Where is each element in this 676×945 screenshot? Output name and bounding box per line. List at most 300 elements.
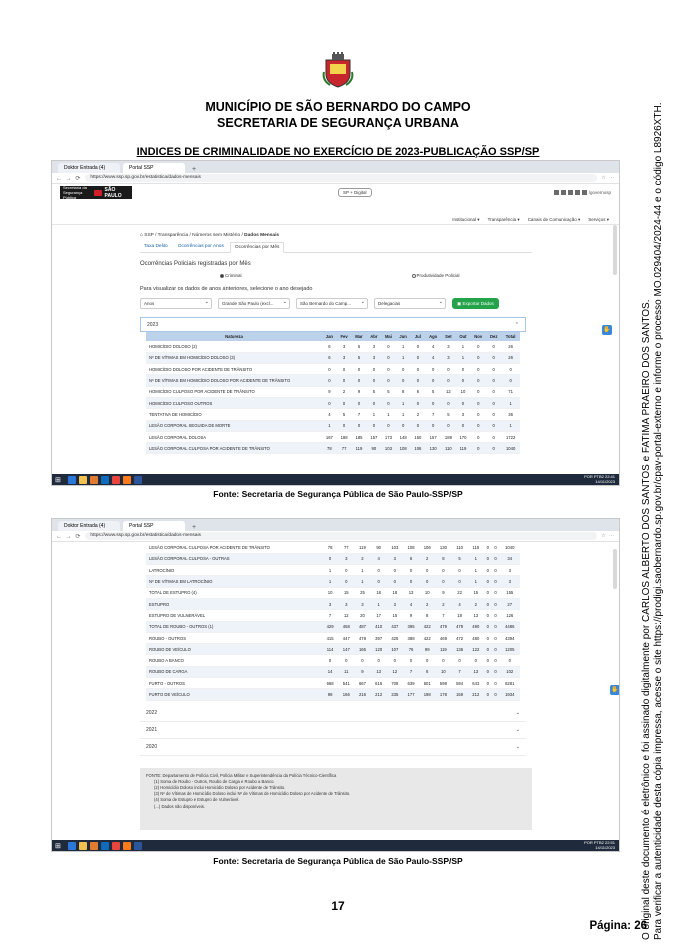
table-cell: 422: [419, 632, 435, 643]
row-label: LESÃO CORPORAL CULPOSA POR ACIDENTE DE TRÂNSITO: [146, 542, 322, 553]
row-label: TENTATIVA DE HOMICÍDIO: [146, 409, 322, 420]
outlook-icon[interactable]: [101, 476, 109, 484]
folder-icon[interactable]: [79, 476, 87, 484]
browser-toolbar-icons[interactable]: ☆ ⋯: [601, 175, 615, 181]
table-cell: 0: [486, 341, 501, 352]
table-cell: 10: [322, 587, 338, 598]
taskbar-time: 22:41: [604, 474, 615, 479]
table-cell: 667: [354, 678, 370, 689]
table-cell: 0: [419, 576, 435, 587]
social-icon[interactable]: [561, 190, 566, 195]
table-cell: 0: [452, 655, 468, 666]
table-cell: 235: [387, 689, 403, 700]
column-header-month: Abr: [367, 332, 382, 341]
table-cell: 1: [456, 341, 471, 352]
table-cell: 147: [338, 644, 354, 655]
year-accordion-2022[interactable]: [140, 705, 526, 722]
url-field[interactable]: https://www.ssp.sp.gov.br/estatistica/dados-mensais: [85, 532, 597, 540]
year-accordion-2023[interactable]: [140, 317, 526, 332]
table-cell: 6: [322, 341, 337, 352]
word-icon[interactable]: [134, 476, 142, 484]
table-cell: 18: [452, 610, 468, 621]
table-cell: 0: [411, 364, 425, 375]
table-cell: 0: [441, 364, 455, 375]
table-cell: 0: [435, 565, 451, 576]
figure-caption-2: Fonte: Secretaria de Segurança Pública de São Paulo-SSP/SP: [213, 856, 463, 866]
table-cell: 1: [371, 598, 387, 609]
url-field[interactable]: https://www.ssp.sp.gov.br/estatistica/dados-mensais: [85, 174, 597, 182]
table-cell: 10: [419, 587, 435, 598]
row-label: ESTUPRO DE VULNERÁVEL: [146, 610, 322, 621]
table-cell: 1: [354, 576, 370, 587]
row-label: Nº DE VÍTIMAS EM LATROCÍNIO: [146, 576, 322, 587]
table-cell: 102: [500, 666, 521, 677]
table-cell: 0: [403, 576, 419, 587]
table-cell: 0: [403, 565, 419, 576]
table-cell: 2: [435, 598, 451, 609]
table-cell: 27: [500, 598, 521, 609]
table-cell: 0: [484, 553, 492, 564]
table-cell: 0: [381, 352, 395, 363]
table-cell: 98: [322, 689, 338, 700]
table-cell: 0: [492, 610, 500, 621]
table-cell: 0: [486, 397, 501, 408]
table-cell: 479: [435, 621, 451, 632]
table-cell: 0: [411, 375, 425, 386]
table-cell: 77: [338, 542, 354, 553]
page-content: [52, 542, 532, 830]
table-cell: 5: [337, 409, 352, 420]
table-cell: 1: [396, 397, 411, 408]
table-cell: 0: [492, 565, 500, 576]
social-icon[interactable]: [582, 190, 587, 195]
table-cell: 0: [456, 375, 471, 386]
table-cell: 148: [396, 431, 411, 442]
table-cell: 0: [470, 341, 486, 352]
screenshot-monthly-data-2023: [51, 160, 620, 486]
menu-transparencia[interactable]: Transparência ▾: [487, 216, 520, 222]
table-cell: 22: [452, 587, 468, 598]
table-cell: 130: [425, 443, 441, 454]
screenshot-monthly-data-2023-continued: [51, 518, 620, 852]
table-cell: 7: [425, 409, 441, 420]
table-cell: 1: [396, 341, 411, 352]
column-header-month: Fev: [337, 332, 352, 341]
table-row: [146, 553, 520, 564]
radio-productivity[interactable]: [412, 273, 460, 278]
table-cell: 6: [411, 386, 425, 397]
table-cell: 13: [371, 666, 387, 677]
table-cell: 0: [435, 655, 451, 666]
table-cell: 10: [435, 666, 451, 677]
table-cell: 601: [419, 678, 435, 689]
table-cell: 0: [484, 632, 492, 643]
table-cell: 0: [484, 678, 492, 689]
chevron-down-icon: ⌄: [515, 709, 520, 716]
social-links: [554, 190, 611, 195]
row-label: LESÃO CORPORAL DOLOSA: [146, 431, 322, 442]
logo-flag-icon: [94, 190, 102, 196]
menu-servicos[interactable]: Serviços ▾: [588, 216, 609, 222]
table-cell: 3: [500, 576, 521, 587]
document-title: INDICES DE CRIMINALIDADE NO EXERCÍCIO DE 2023-PUBLICAÇÃO SSP/SP: [136, 146, 540, 158]
table-cell: 0: [351, 364, 366, 375]
table-cell: 150: [411, 431, 425, 442]
tab-taxa-delito[interactable]: Taxa Delito: [144, 244, 168, 249]
authenticity-line1: O original deste documento é eletrônico e foi assinado digitalmente por CARLOS ALBERTO DOS SANTOS e FATIMA PRAEIRO DOS SANTOS.: [641, 299, 652, 940]
edge-icon[interactable]: [68, 476, 76, 484]
row-label: ESTUPRO: [146, 598, 322, 609]
table-cell: 0: [470, 397, 486, 408]
table-cell: 122: [468, 644, 484, 655]
municipality-name: MUNICÍPIO DE SÃO BERNARDO DO CAMPO: [205, 100, 471, 114]
table-cell: 1: [468, 553, 484, 564]
table-cell: 165: [354, 644, 370, 655]
browser-tabbar: [52, 519, 619, 531]
ssp-logo[interactable]: [60, 186, 132, 199]
table-cell: 13: [403, 587, 419, 598]
taskbar-clock[interactable]: [584, 475, 619, 484]
table-cell: 0: [371, 576, 387, 587]
table-cell: 6: [403, 553, 419, 564]
app-icon[interactable]: [90, 476, 98, 484]
home-icon[interactable]: ⌂: [140, 233, 143, 238]
edge-icon[interactable]: [68, 842, 76, 850]
table-cell: 0: [337, 420, 352, 431]
table-cell: 0: [435, 576, 451, 587]
chrome-icon[interactable]: [112, 842, 120, 850]
firefox-icon[interactable]: [123, 476, 131, 484]
table-cell: 4: [322, 409, 337, 420]
select-police-station[interactable]: Delegacias ⌄: [374, 298, 446, 309]
table-cell: 1205: [500, 644, 521, 655]
table-cell: 12: [387, 666, 403, 677]
table-cell: 0: [403, 655, 419, 666]
table-cell: 0: [484, 598, 492, 609]
browser-tab-mail[interactable]: Doktor Entrada (4): [58, 163, 120, 173]
table-cell: 0: [486, 375, 501, 386]
table-cell: 0: [492, 576, 500, 587]
table-cell: 0: [470, 431, 486, 442]
table-cell: 90: [371, 542, 387, 553]
year-label: 2023: [147, 322, 159, 328]
social-handle: /governosp: [588, 190, 611, 195]
column-header-month: Jul: [411, 332, 425, 341]
table-cell: 120: [371, 644, 387, 655]
social-icon[interactable]: [575, 190, 580, 195]
table-cell: 480: [468, 632, 484, 643]
table-cell: 0: [387, 565, 403, 576]
table-cell: 643: [468, 678, 484, 689]
table-cell: 0: [486, 420, 501, 431]
table-cell: 5: [381, 386, 395, 397]
table-cell: 119: [456, 443, 471, 454]
table-cell: 119: [435, 644, 451, 655]
table-cell: 15: [387, 610, 403, 621]
table-row: [146, 352, 520, 363]
excel-icon: ▣: [457, 301, 463, 306]
table-cell: 15: [338, 587, 354, 598]
table-cell: 5: [441, 409, 455, 420]
table-cell: 0: [470, 420, 486, 431]
table-cell: 0: [367, 420, 382, 431]
taskbar-clock[interactable]: [584, 841, 619, 850]
table-row: [146, 644, 520, 655]
table-cell: 7: [322, 610, 338, 621]
table-cell: 177: [403, 689, 419, 700]
table-cell: 0: [411, 352, 425, 363]
sp-digital-button[interactable]: SP + Digital: [338, 188, 372, 197]
table-cell: 0: [492, 553, 500, 564]
outlook-icon[interactable]: [101, 842, 109, 850]
table-cell: 1: [396, 352, 411, 363]
table-cell: 9: [435, 587, 451, 598]
table-cell: 170: [456, 431, 471, 442]
source-note: (...) Dados não disponíveis.: [154, 803, 205, 809]
table-row: [146, 632, 520, 643]
table-cell: 3: [338, 553, 354, 564]
table-cell: 1: [468, 565, 484, 576]
logo-line2: Segurança Pública: [63, 190, 83, 200]
table-cell: 189: [441, 431, 455, 442]
column-header-month: Mar: [351, 332, 366, 341]
year-accordion-2020[interactable]: [140, 739, 526, 756]
table-row: [146, 397, 520, 408]
social-icon[interactable]: [554, 190, 559, 195]
browser-address-bar: [52, 531, 619, 542]
table-cell: 1: [322, 420, 337, 431]
table-cell: 0: [470, 443, 486, 454]
table-cell: 14: [322, 666, 338, 677]
nav-arrows-icon[interactable]: ← → ⟳: [56, 175, 82, 182]
table-cell: 166: [338, 689, 354, 700]
table-cell: 136: [452, 644, 468, 655]
table-cell: 0: [484, 587, 492, 598]
table-cell: 178: [435, 689, 451, 700]
table-cell: 594: [452, 678, 468, 689]
table-cell: 0: [484, 644, 492, 655]
chevron-up-icon: ⌃: [514, 322, 519, 328]
table-cell: 2: [354, 553, 370, 564]
table-cell: 0: [470, 364, 486, 375]
menu-canais[interactable]: Canais de Comunicação ▾: [527, 216, 581, 222]
breadcrumb-path[interactable]: SSP / Transparência / Números sem Mistério /: [144, 233, 245, 238]
table-cell: 5: [351, 352, 366, 363]
table-cell: 15: [468, 587, 484, 598]
row-label: HOMICÍDIO CULPOSO POR ACIDENTE DE TRÂNSITO: [146, 386, 322, 397]
table-cell: 188: [337, 431, 352, 442]
select-city[interactable]: São Bernardo do Camp... ⌄: [296, 298, 368, 309]
years-accordion: [140, 705, 526, 756]
source-notes: [140, 768, 532, 830]
table-cell: 185: [351, 431, 366, 442]
table-cell: 157: [425, 431, 441, 442]
table-cell: 0: [486, 364, 501, 375]
table-cell: 616: [371, 678, 387, 689]
table-cell: 1: [322, 576, 338, 587]
table-cell: 126: [500, 610, 521, 621]
browser-tabbar: [52, 161, 619, 173]
table-cell: 0: [381, 420, 395, 431]
folder-icon[interactable]: [79, 842, 87, 850]
table-cell: 0: [419, 655, 435, 666]
row-label: ROUBO DE CARGA: [146, 666, 322, 677]
browser-tab-mail[interactable]: Doktor Entrada (4): [58, 521, 120, 531]
table-cell: 0: [484, 542, 492, 553]
table-cell: 0: [338, 565, 354, 576]
export-label: Exportar Dados: [462, 301, 494, 306]
browser-tab-portal[interactable]: Portal SSP: [123, 163, 185, 173]
new-tab-icon[interactable]: +: [192, 166, 197, 173]
table-cell: 0: [351, 375, 366, 386]
source-note: (4) Soma de Estupro e Estupro de Vulnerável.: [154, 797, 240, 803]
table-cell: 6281: [500, 678, 521, 689]
table-cell: 173: [381, 431, 395, 442]
table-cell: 0: [492, 542, 500, 553]
table-cell: 106: [419, 542, 435, 553]
year-accordion-2021[interactable]: [140, 722, 526, 739]
table-cell: 1: [354, 565, 370, 576]
taskbar-lang: POR PTB2: [584, 840, 604, 845]
table-cell: 3: [354, 598, 370, 609]
table-row: [146, 655, 520, 666]
page-scrollbar[interactable]: [613, 225, 617, 275]
social-icon[interactable]: [568, 190, 573, 195]
row-label: ROUBO DE VEÍCULO: [146, 644, 322, 655]
table-cell: 425: [387, 632, 403, 643]
select-year[interactable]: Anos ⌄: [140, 298, 212, 309]
tab-ocorrencias-anos[interactable]: Ocorrências por Anos: [177, 244, 224, 249]
table-cell: 0: [452, 576, 468, 587]
page-content: [52, 225, 532, 454]
table-cell: 8: [435, 553, 451, 564]
word-icon[interactable]: [134, 842, 142, 850]
firefox-icon[interactable]: [123, 842, 131, 850]
table-cell: 110: [441, 443, 455, 454]
table-cell: 9: [322, 386, 337, 397]
coat-of-arms-icon: [322, 52, 354, 88]
source-title: FONTE: Departamento de Polícia Civil, Polícia Militar e Superintendência da Polícia Técnico-Científica: [146, 772, 337, 778]
authenticity-note: [641, 60, 665, 940]
chrome-icon[interactable]: [112, 476, 120, 484]
table-cell: 3: [322, 598, 338, 609]
table-cell: 639: [403, 678, 419, 689]
chevron-down-icon: ⌄: [515, 743, 520, 750]
export-data-button[interactable]: [452, 298, 499, 309]
table-cell: 17: [371, 610, 387, 621]
table-cell: 0: [492, 655, 500, 666]
column-header-month: Total: [501, 332, 520, 341]
table-cell: 415: [322, 632, 338, 643]
table-cell: 12: [441, 386, 455, 397]
table-cell: 3: [387, 553, 403, 564]
select-region[interactable]: Grande São Paulo (excl... ⌄: [218, 298, 290, 309]
taskbar-lang: POR PTB2: [584, 474, 604, 479]
page-scrollbar[interactable]: [613, 549, 617, 589]
table-cell: 0: [367, 375, 382, 386]
table-cell: 25: [354, 587, 370, 598]
table-cell: 0: [425, 420, 441, 431]
tab-ocorrencias-mes[interactable]: Ocorrências por Mês: [230, 242, 285, 253]
table-cell: 0: [456, 420, 471, 431]
table-cell: 1: [381, 409, 395, 420]
table-cell: 212: [371, 689, 387, 700]
table-cell: 0: [484, 655, 492, 666]
table-cell: 13: [468, 610, 484, 621]
table-cell: 0: [396, 364, 411, 375]
source-note: (1) Soma de Roubo - Outros, Roubo de Carga e Roubo a Banco.: [154, 778, 275, 784]
logo-brand: SÃO PAULO: [104, 186, 122, 199]
table-cell: 0: [486, 409, 501, 420]
row-label: Nº DE VÍTIMAS EM HOMICÍDIO DOLOSO (3): [146, 352, 322, 363]
table-cell: 5: [452, 553, 468, 564]
table-cell: 10: [456, 386, 471, 397]
table-cell: 0: [452, 565, 468, 576]
row-label: HOMICÍDIO CULPOSO OUTROS: [146, 397, 322, 408]
table-cell: 108: [403, 542, 419, 553]
table-cell: 119: [468, 542, 484, 553]
browser-tab-portal[interactable]: Portal SSP: [123, 521, 185, 531]
table-cell: 0: [371, 655, 387, 666]
table-cell: 0: [322, 553, 338, 564]
new-tab-icon[interactable]: +: [192, 524, 197, 531]
table-cell: 0: [338, 655, 354, 666]
table-cell: 0: [456, 397, 471, 408]
table-cell: 4: [425, 341, 441, 352]
table-cell: 0: [492, 666, 500, 677]
table-cell: 487: [354, 621, 370, 632]
table-row: [146, 542, 520, 553]
browser-toolbar-icons[interactable]: ☆ ⋯: [601, 533, 615, 539]
table-cell: 18: [371, 587, 387, 598]
table-row: [146, 610, 520, 621]
table-cell: 78: [322, 443, 337, 454]
table-cell: 0: [470, 352, 486, 363]
year-hint: Para visualizar os dados de anos anteriores, selecione o ano desejado: [140, 286, 313, 292]
row-label: HOMICÍDIO DOLOSO (2): [146, 341, 322, 352]
accessibility-icon[interactable]: ✋: [603, 327, 611, 333]
table-row: [146, 443, 520, 454]
app-icon[interactable]: [90, 842, 98, 850]
crime-table-part2: [146, 542, 520, 701]
row-label: Nº DE VÍTIMAS EM HOMICÍDIO DOLOSO POR ACIDENTE DE TRÂNSITO: [146, 375, 322, 386]
authenticity-line2: Para verificar a autenticidade desta cópia impressa, acesse o site https://prodigi.saobernardo.sp.gov.br/cpav-portal-externo e informe o processo MO.029404/2024-44 e o código L8926XTH.: [653, 102, 664, 940]
site-menu: [52, 215, 619, 225]
table-cell: 541: [338, 678, 354, 689]
table-cell: 0: [354, 655, 370, 666]
nav-arrows-icon[interactable]: ← → ⟳: [56, 533, 82, 540]
radio-criminal[interactable]: [220, 273, 242, 278]
windows-start-icon[interactable]: ⊞: [55, 842, 61, 850]
page-tabs: [140, 242, 532, 253]
chevron-down-icon: ⌄: [515, 726, 520, 733]
table-cell: 3: [337, 341, 352, 352]
accessibility-icon[interactable]: ✋: [611, 687, 619, 693]
row-label: TOTAL DE ESTUPRO (4): [146, 587, 322, 598]
menu-institucional[interactable]: Institucional ▾: [452, 216, 480, 222]
windows-start-icon[interactable]: ⊞: [55, 476, 61, 484]
table-cell: 99: [419, 644, 435, 655]
source-note: (2) Homicídio Doloso inclui Homicídio Doloso por Acidente de Trânsito.: [154, 785, 286, 791]
windows-taskbar: [52, 840, 619, 851]
table-cell: 490: [468, 621, 484, 632]
table-cell: 0: [492, 598, 500, 609]
column-header-month: Set: [441, 332, 455, 341]
table-cell: 0: [396, 420, 411, 431]
column-header-month: Out: [456, 332, 471, 341]
table-cell: 0: [411, 420, 425, 431]
taskbar-time: 22:51: [604, 840, 615, 845]
